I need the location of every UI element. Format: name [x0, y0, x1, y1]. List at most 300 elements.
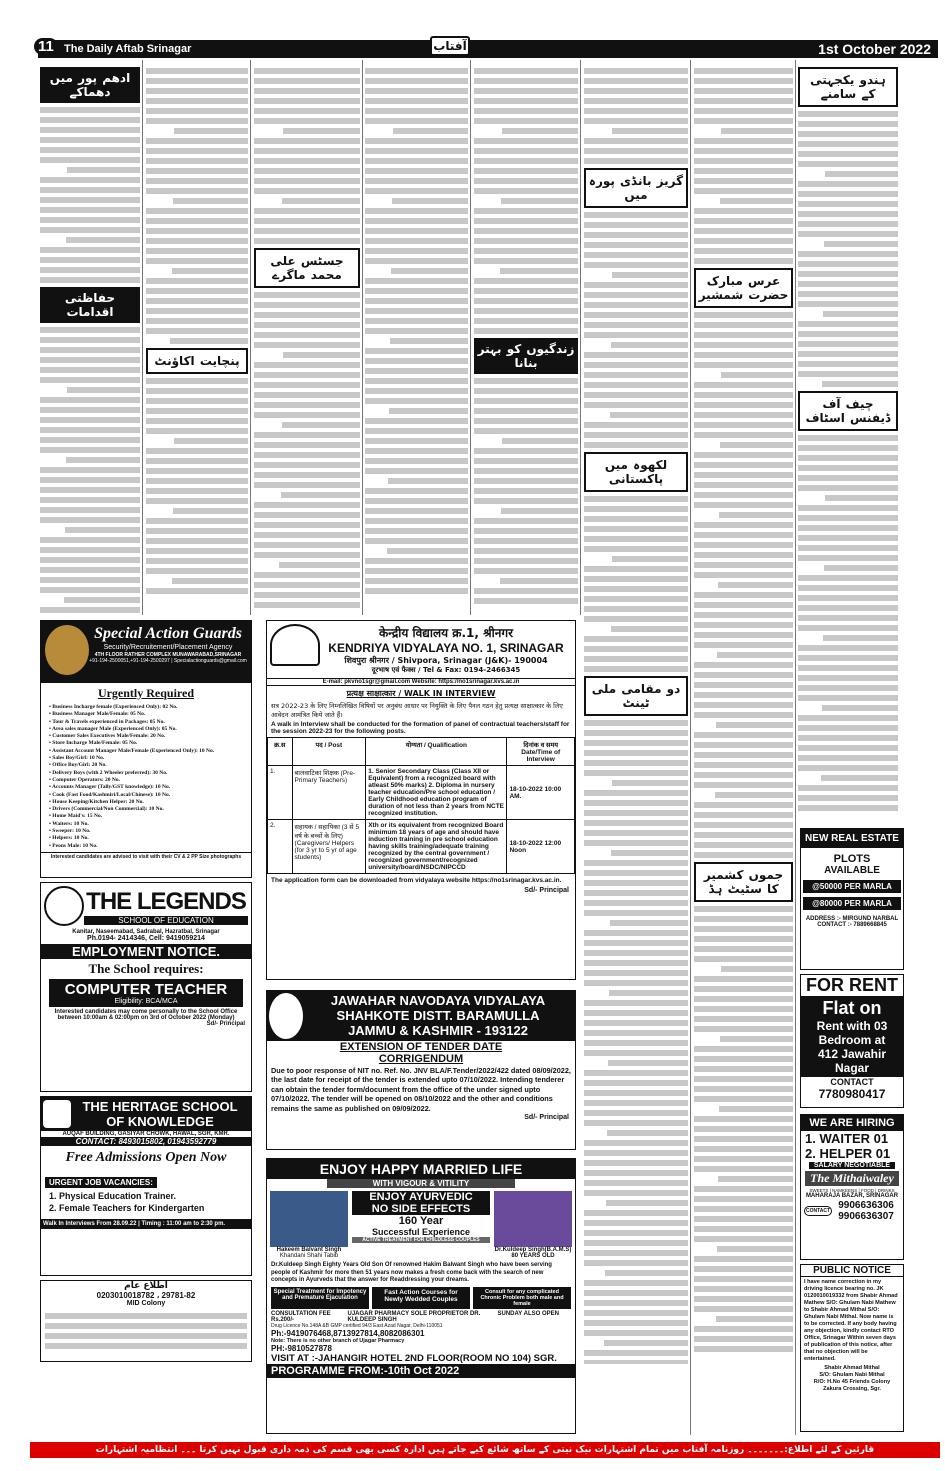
list-item: • Sweeper: 10 No. [49, 828, 91, 835]
text-line [254, 118, 360, 124]
text-line [389, 408, 468, 414]
column-rule [580, 60, 581, 615]
row-date: 18-10-2022 12:00 Noon [507, 820, 575, 874]
text-line [365, 218, 468, 224]
text-line [146, 538, 248, 544]
text-line [694, 772, 793, 778]
text-line [584, 830, 688, 836]
hiring-number-1: 9906636306 [838, 1200, 894, 1211]
text-line [584, 1260, 688, 1266]
headline-pakistani: لکھوہ میں پاکستانی [584, 452, 688, 492]
text-line [283, 128, 360, 134]
text-line [146, 548, 248, 554]
ad-subtitle: Security/Recruitement/Placement Agency [103, 644, 233, 651]
row-date: 18-10-2022 10:00 AM. [507, 766, 575, 820]
text-line [500, 578, 578, 584]
text-line [584, 950, 688, 956]
article-text [146, 68, 248, 344]
text-line [584, 1170, 688, 1176]
table-header-row [268, 738, 575, 766]
text-line [40, 107, 140, 113]
rent-flat: Flat on [822, 998, 882, 1018]
text-line [172, 268, 249, 274]
text-line [584, 790, 688, 796]
article-text [584, 496, 688, 672]
text-line [40, 187, 140, 193]
list-item: • Cook (Fast Food/Kashmiri/Local/Chinese): 10 No. [49, 791, 171, 798]
list-item: • Home Maid's: 15 No. [49, 813, 103, 820]
estate-title: NEW REAL ESTATE [801, 829, 903, 848]
text-line [40, 347, 140, 353]
text-line [365, 458, 468, 464]
text-line [365, 98, 468, 104]
text-line [694, 602, 793, 608]
text-line [392, 198, 468, 204]
text-line [720, 442, 793, 448]
lion-logo-icon [45, 625, 89, 675]
text-line [365, 68, 468, 74]
text-line [584, 148, 688, 154]
doctor-name: Dr.Kuldeep Singh(B.A.M.S) [494, 1247, 572, 1253]
text-line [365, 168, 468, 174]
kv-tel: दूरभाष एवं फैक्स / Tel & Fax: 0194-2466345 [371, 666, 521, 674]
text-line [798, 735, 898, 741]
column-3 [254, 64, 360, 614]
text-line [584, 980, 688, 986]
text-line [500, 268, 578, 274]
text-line [254, 432, 360, 438]
principal-sign: Sd/- Principal [524, 1114, 569, 1122]
text-line [146, 188, 248, 194]
issue-date: 1st October 2022 [818, 41, 931, 57]
text-line [798, 655, 898, 661]
text-line [584, 1010, 688, 1016]
article-text [798, 111, 898, 387]
text-line [40, 127, 140, 133]
text-line [254, 78, 360, 84]
ad-title: ENJOY HAPPY MARRIED LIFE [267, 1159, 575, 1179]
text-line [584, 1280, 688, 1286]
text-line [694, 852, 793, 858]
text-line [584, 158, 688, 164]
text-line [694, 1086, 793, 1092]
text-line [584, 890, 688, 896]
text-line [612, 272, 688, 278]
text-line [584, 656, 688, 662]
text-line [584, 1140, 688, 1146]
text-line [254, 462, 360, 468]
text-line [694, 632, 793, 638]
text-line [254, 512, 360, 518]
ad-public-notice [800, 1264, 904, 1432]
text-line [584, 546, 688, 552]
kv-hindi-title: केन्द्रीय विद्यालय क्र.1, श्रीनगर [378, 626, 514, 640]
text-line [694, 1006, 793, 1012]
pharmacy-name: UJAGAR PHARMACY SOLE PROPRIETOR DR. KULDEEP SINGH [347, 1310, 481, 1323]
walk-in-timing: Walk In Interviews From 28.09.22 | Timing : 11:00 am to 2:30 pm. [41, 1219, 251, 1229]
text-line [474, 288, 578, 294]
text-line [254, 292, 360, 298]
text-line [474, 248, 578, 254]
masthead-logo: آفتاب [430, 36, 470, 56]
text-line [584, 1160, 688, 1166]
hiring-contact-row [801, 1199, 903, 1223]
kv-address: शिवपुरा श्रीनगर / Shivpora, Srinagar (J&K)- 190004 [344, 656, 548, 665]
text-line [146, 558, 248, 564]
text-line [40, 547, 140, 553]
text-line [365, 308, 468, 314]
text-line [694, 432, 793, 438]
text-line [40, 277, 140, 283]
text-line [584, 750, 688, 756]
sunday-open: SUNDAY ALSO OPEN [497, 1310, 559, 1317]
text-line [584, 1090, 688, 1096]
text-line [694, 1296, 793, 1302]
text-line [610, 920, 688, 926]
text-line [584, 1150, 688, 1156]
text-line [584, 1320, 688, 1326]
ad-real-estate [800, 828, 904, 970]
text-line [40, 337, 140, 343]
text-line [146, 288, 248, 294]
headline-justice: جسٹس علی محمد ماگرے [254, 248, 360, 288]
text-line [798, 575, 898, 581]
text-line [584, 1000, 688, 1006]
text-line [365, 258, 468, 264]
text-line [694, 662, 793, 668]
text-line [798, 645, 898, 651]
article-text [584, 212, 688, 448]
text-line [170, 338, 248, 344]
rent-contact-number: 7780980417 [818, 1087, 886, 1101]
text-line [501, 508, 578, 514]
text-line [584, 960, 688, 966]
text-line [694, 1216, 793, 1222]
text-line [694, 1306, 793, 1312]
text-line [502, 128, 578, 134]
text-line [474, 328, 578, 334]
school-address: AUQAF BUILDING, GASIYAR CHOWK, HAWAL, SGR, KMR. [62, 1131, 230, 1137]
text-line [146, 138, 248, 144]
urgent-vacancies: URGENT JOB VACANCIES: [45, 1177, 157, 1188]
text-line [365, 248, 468, 254]
text-line [720, 1036, 793, 1042]
text-line [798, 371, 898, 377]
text-line [798, 321, 898, 327]
text-line [584, 1100, 688, 1106]
school-phone: Ph.0194- 2414346, Cell: 9419059214 [87, 935, 205, 942]
text-line [584, 496, 688, 502]
text-line [365, 558, 468, 564]
list-item: • Waiters: 10 No. [49, 820, 89, 827]
text-line [798, 525, 898, 531]
article-text [694, 68, 793, 264]
text-line [146, 148, 248, 154]
hiring-contact-label: CONTACT [806, 1208, 831, 1214]
text-line [694, 522, 793, 528]
text-line [694, 492, 793, 498]
text-line [146, 458, 248, 464]
text-line [146, 168, 248, 174]
text-line [283, 352, 360, 358]
ad-jnv-tender [266, 990, 576, 1150]
text-line [694, 168, 793, 174]
text-line [584, 1300, 688, 1306]
list-item: • Business Incharge female (Experienced Only): 02 No. [49, 704, 178, 710]
text-line [40, 467, 140, 473]
column-rule [470, 60, 471, 615]
text-line [798, 755, 898, 761]
text-line [365, 158, 468, 164]
text-line [254, 302, 360, 308]
row-number: 2. [268, 820, 293, 874]
notice-sign-parent: S/O: Ghulam Nabi Mithal [819, 1372, 885, 1378]
text-line [694, 926, 793, 932]
notice-body: I have name correction in my driving licence bearing no. JK 0120010019332 from Shabir Ahmad Mathew S/O: Ghulam Nabi Mathew to Shabir Ahmad Mithal S/O: Ghulam Nabi Mithal. Now name is to be corrected. If any body having any objection, kindly contact RTO Office, Srinagar Within seven days of publication of this notice, after that no objection will be entertained. [804, 1279, 898, 1362]
text-line [474, 588, 578, 594]
text-line [146, 178, 248, 184]
text-line [474, 308, 578, 314]
text-line [584, 720, 688, 726]
text-line [694, 702, 793, 708]
text-line [365, 78, 468, 84]
hakeem-photo [270, 1191, 348, 1247]
text-line [721, 966, 793, 972]
text-line [474, 558, 578, 564]
text-line [254, 532, 360, 538]
rent-title: FOR RENT [806, 975, 898, 995]
text-line [40, 257, 140, 263]
estate-address: ADDRESS :- MIRGUND NARBAL [805, 916, 899, 922]
text-line [584, 506, 688, 512]
text-line [694, 572, 793, 578]
text-line [393, 128, 468, 134]
text-line [584, 840, 688, 846]
text-line [694, 1166, 793, 1172]
text-line [254, 482, 360, 488]
text-line [798, 181, 898, 187]
text-line [798, 361, 898, 367]
text-line [798, 515, 898, 521]
text-line [254, 362, 360, 368]
text-line [474, 398, 578, 404]
text-line [146, 158, 248, 164]
text-line [584, 302, 688, 308]
text-line [798, 695, 898, 701]
headline-lives: زندگیوں کو بہتر بنانا [474, 338, 578, 374]
text-line [798, 585, 898, 591]
text-line [40, 217, 140, 223]
rent-line-3: 412 Jawahir [817, 1047, 887, 1061]
text-line [146, 98, 248, 104]
text-line [694, 1156, 793, 1162]
row-number: 1. [268, 766, 293, 820]
column-rule [250, 60, 251, 615]
text-line [254, 552, 360, 558]
headline-gurez: گریز بانڈی پورہ میں [584, 168, 688, 208]
text-line [584, 1070, 688, 1076]
text-line [584, 870, 688, 876]
text-line [40, 407, 140, 413]
text-line [365, 88, 468, 94]
text-line [254, 382, 360, 388]
hiring-address: MAHARAJA BAZAR, SRINAGAR [805, 1193, 899, 1199]
column-header: योग्यता / Qualification [366, 738, 507, 766]
text-line [798, 555, 898, 561]
text-line [365, 278, 468, 284]
text-line [694, 118, 793, 124]
text-line [584, 1220, 688, 1226]
text-line [254, 228, 360, 234]
fee-row [267, 1311, 575, 1323]
text-line [365, 518, 468, 524]
text-line [40, 137, 140, 143]
text-line [584, 760, 688, 766]
text-line [254, 442, 360, 448]
text-line [474, 178, 578, 184]
text-line [146, 408, 248, 414]
text-line [40, 477, 140, 483]
list-item: • Business Manager Male/Female: 05 No. [49, 711, 146, 718]
text-line [798, 291, 898, 297]
text-line [40, 177, 140, 183]
column-5 [474, 64, 578, 614]
text-line [694, 946, 793, 952]
text-line [365, 488, 468, 494]
text-line [694, 228, 793, 234]
text-line [694, 782, 793, 788]
ad-legends-school [40, 882, 252, 1092]
text-line [798, 485, 898, 491]
ad-title: Special Action Guards [94, 625, 242, 642]
text-line [824, 565, 898, 571]
column-2 [146, 64, 248, 614]
ad-header [41, 1097, 251, 1131]
text-line [584, 516, 688, 522]
text-line [694, 906, 793, 912]
text-line [584, 606, 688, 612]
text-line [584, 1330, 688, 1336]
text-line [584, 78, 688, 84]
text-line [798, 665, 898, 671]
school-sub: SCHOOL OF EDUCATION [84, 916, 248, 925]
text-line [798, 465, 898, 471]
text-line [694, 592, 793, 598]
text-line [502, 438, 578, 444]
text-line [40, 367, 140, 373]
text-line [584, 1230, 688, 1236]
column-6 [584, 64, 688, 1364]
text-line [716, 722, 793, 728]
text-line [798, 351, 898, 357]
text-line [798, 131, 898, 137]
text-line [584, 1180, 688, 1186]
text-line [474, 598, 578, 604]
ad-note: Interested candidates are advised to visit with their CV & 2 PP Size photographs [41, 852, 251, 860]
text-line [254, 108, 360, 114]
text-line [365, 108, 468, 114]
text-line [584, 770, 688, 776]
text-line [365, 588, 468, 594]
text-line [365, 328, 468, 334]
text-line [694, 138, 793, 144]
text-line [254, 68, 360, 74]
text-line [254, 412, 360, 418]
salary-note: SALARY NEGOTIABLE [809, 1162, 895, 1169]
text-line [694, 1266, 793, 1272]
text-line [584, 242, 688, 248]
text-line [474, 258, 578, 264]
text-line [474, 118, 578, 124]
text-line [474, 418, 578, 424]
text-line [584, 526, 688, 532]
vacancy-2: 2. Female Teachers for Kindergarten [49, 1203, 205, 1213]
text-line [40, 157, 140, 163]
text-line [146, 228, 248, 234]
text-line [254, 168, 360, 174]
text-line [798, 211, 898, 217]
text-line [40, 437, 140, 443]
text-line [694, 88, 793, 94]
text-line [365, 438, 468, 444]
list-item: • Tour & Travels experienced in Packages: 05 No. [49, 718, 165, 725]
text-line [146, 328, 248, 334]
text-line [40, 567, 140, 573]
text-line [694, 1016, 793, 1022]
text-line [146, 498, 248, 504]
text-line [798, 685, 898, 691]
text-line [65, 527, 140, 533]
notice-phones: 0203010018782 ، 29781-82 [96, 1291, 196, 1300]
text-line [474, 548, 578, 554]
text-line [694, 208, 793, 214]
text-line [607, 1130, 688, 1136]
text-line [584, 1040, 688, 1046]
text-line [694, 382, 793, 388]
hakeem-name: Hakeem Balvant Singh [276, 1247, 342, 1253]
text-line [584, 392, 688, 398]
rent-line-1: Rent with 03 [816, 1019, 888, 1033]
text-line [694, 692, 793, 698]
text-line [254, 472, 360, 478]
text-line [694, 108, 793, 114]
text-line [798, 121, 898, 127]
text-line [40, 267, 140, 273]
text-line [474, 168, 578, 174]
text-line [254, 392, 360, 398]
text-line [798, 505, 898, 511]
text-line [694, 1136, 793, 1142]
text-line [474, 98, 578, 104]
article-text [146, 378, 248, 594]
text-line [365, 378, 468, 384]
text-line [798, 271, 898, 277]
text-line [694, 996, 793, 1002]
phone-numbers: Ph:-9419076468,8713927814,8082086301 [271, 1328, 425, 1338]
article-text [798, 435, 898, 811]
text-line [474, 518, 578, 524]
kv-title: KENDRIYA VIDYALAYA NO. 1, SRINAGAR [328, 641, 564, 655]
text-line [146, 78, 248, 84]
text-line [146, 108, 248, 114]
text-line [279, 562, 360, 568]
article-text [40, 327, 140, 614]
text-line [798, 141, 898, 147]
text-line [474, 138, 578, 144]
text-line [694, 78, 793, 84]
list-item: • Computer Operators: 20 No. [49, 776, 121, 783]
notice-text [41, 1307, 251, 1355]
